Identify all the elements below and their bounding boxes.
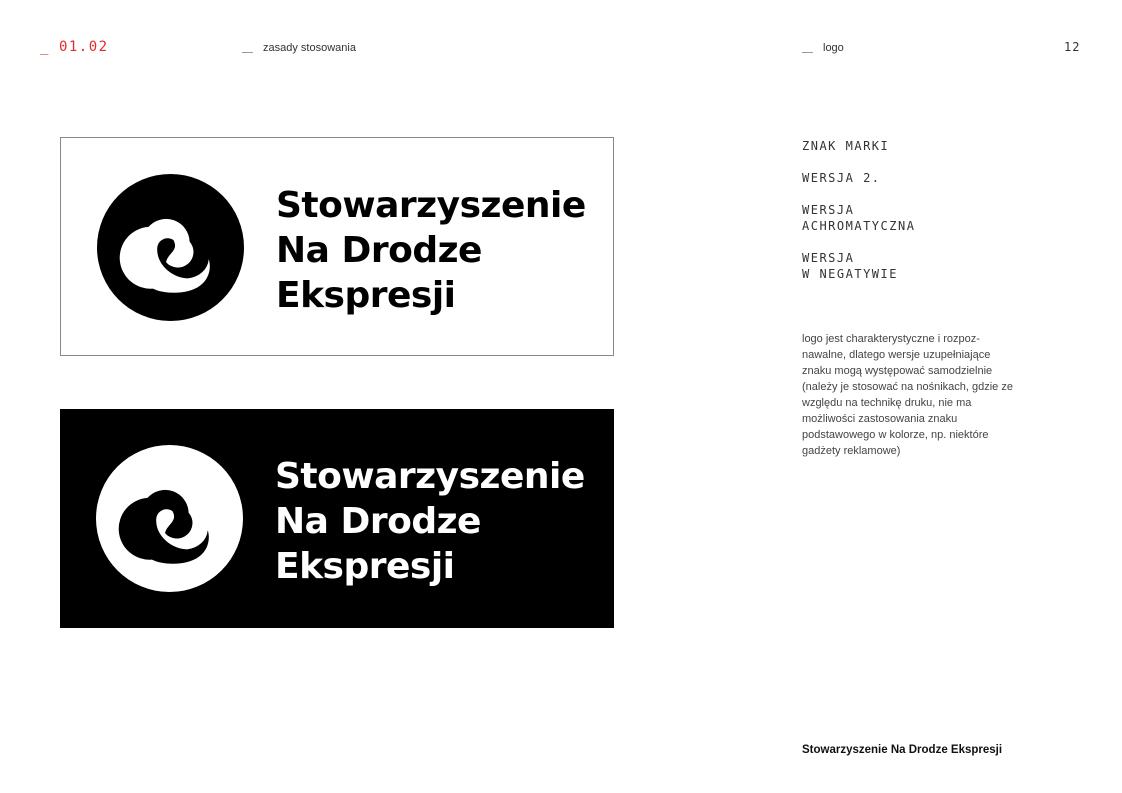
logo-negative	[60, 409, 614, 628]
label-version-2: WERSJA 2.	[802, 171, 881, 185]
wordmark-line: Stowarzyszenie	[276, 185, 586, 226]
footer-brand-name: Stowarzyszenie Na Drodze Ekspresji	[802, 744, 1003, 756]
section-dash: _	[40, 39, 50, 55]
wordmark-line: Ekspresji	[276, 275, 456, 316]
section-title-text: zasady stosowania	[263, 42, 356, 54]
label-achromatic-version: WERSJA ACHROMATYCZNA	[802, 203, 916, 233]
wordmark-line: Stowarzyszenie	[275, 456, 585, 497]
logo-wordmark	[276, 183, 586, 318]
logo-achromatic-positive	[60, 137, 614, 356]
topic-text: logo	[823, 42, 844, 54]
header-rule	[802, 52, 813, 53]
header-topic	[802, 42, 844, 54]
section-number	[40, 39, 109, 55]
logo-wordmark	[275, 454, 585, 589]
wordmark-line: Na Drodze	[275, 501, 481, 542]
wordmark-line: Na Drodze	[276, 230, 482, 271]
label-brand-mark: ZNAK MARKI	[802, 139, 890, 153]
label-negative-version: WERSJA W NEGATYWIE	[802, 251, 898, 281]
header-section-title	[242, 42, 356, 54]
usage-description: logo jest charakterystyczne i rozpoz-nawalne, dlatego wersje uzupełniające znaku mogą występować samodzielnie (należy je stosować na nośnikach, gdzie ze względu na technikę druku, nie ma możliwości zastosowania znaku podstawowego w kolorze, np. niektóre gadżety reklamowe)	[802, 333, 1013, 457]
header-rule	[242, 52, 253, 53]
spiral-e-icon	[97, 174, 244, 321]
section-number-text: 01.02	[58, 39, 109, 55]
page-number: 12	[1064, 40, 1081, 54]
wordmark-line: Ekspresji	[275, 546, 455, 587]
spiral-e-icon	[96, 445, 243, 592]
